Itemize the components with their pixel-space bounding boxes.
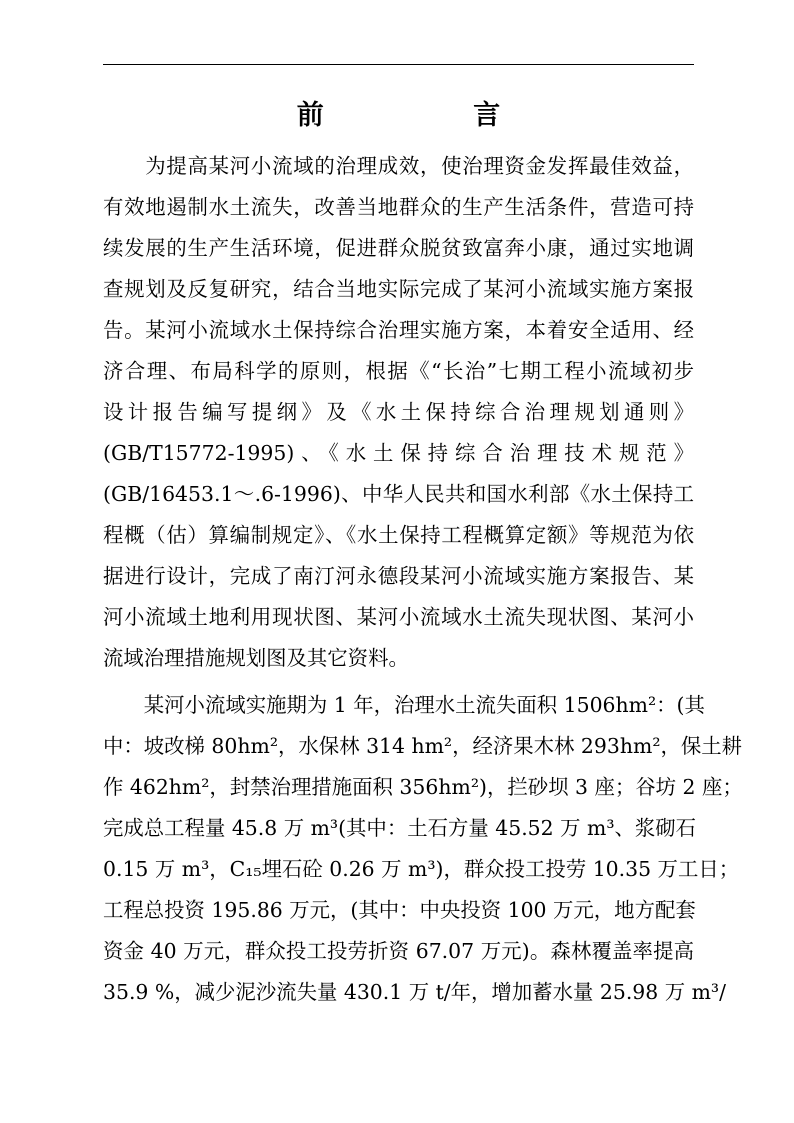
text-line: (GB/16453.1～.6-1996)、中华人民共和国水利部《水土保持工 xyxy=(103,482,694,506)
header-rule xyxy=(103,64,694,65)
body-text xyxy=(103,146,743,1013)
page-title: 前 言 xyxy=(296,100,571,131)
text-line: 中：坡改梯 80hm²，水保林 314 hm²，经济果木林 293hm²，保土耕 xyxy=(103,734,743,758)
text-line: 河小流域土地利用现状图、某河小流域水土流失现状图、某河小 xyxy=(103,605,694,629)
text-line: (GB/T15772-1995)、《水土保持综合治理技术规范》 xyxy=(103,441,694,465)
text-line: 有效地遏制水土流失，改善当地群众的生产生活条件，营造可持 xyxy=(103,195,694,219)
text-line: 续发展的生产生活环境，促进群众脱贫致富奔小康，通过实地调 xyxy=(103,236,694,260)
text-line: 0.15 万 m³，C₁₅埋石砼 0.26 万 m³)，群众投工投劳 10.35 万工日； xyxy=(103,857,740,881)
text-line: 为提高某河小流域的治理成效，使治理资金发挥最佳效益， xyxy=(103,154,694,178)
text-line: 济合理、布局科学的原则，根据《“长治”七期工程小流域初步 xyxy=(103,359,694,383)
text-line: 流域治理措施规划图及其它资料。 xyxy=(103,646,409,670)
text-line: 完成总工程量 45.8 万 m³(其中：土石方量 45.52 万 m³、浆砌石 xyxy=(103,816,697,840)
paragraph-2 xyxy=(103,685,743,1013)
text-line: 程概（估）算编制规定》、《水土保持工程概算定额》等规范为依 xyxy=(103,523,694,547)
text-line: 某河小流域实施期为 1 年，治理水土流失面积 1506hm²：(其 xyxy=(103,693,705,717)
text-line: 35.9 %，减少泥沙流失量 430.1 万 t/年，增加蓄水量 25.98 万 m³/ xyxy=(103,980,726,1004)
text-line: 资金 40 万元，群众投工投劳折资 67.07 万元)。森林覆盖率提高 xyxy=(103,939,694,963)
text-line: 工程总投资 195.86 万元，(其中：中央投资 100 万元，地方配套 xyxy=(103,898,696,922)
text-line: 设计报告编写提纲》及《水土保持综合治理规划通则》 xyxy=(103,400,694,424)
text-line: 据进行设计，完成了南汀河永德段某河小流域实施方案报告、某 xyxy=(103,564,694,588)
text-line: 告。某河小流域水土保持综合治理实施方案，本着安全适用、经 xyxy=(103,318,694,342)
paragraph-1 xyxy=(103,146,694,679)
text-line: 作 462hm²，封禁治理措施面积 356hm²)，拦砂坝 3 座；谷坊 2 座； xyxy=(103,775,743,799)
text-line: 查规划及反复研究，结合当地实际完成了某河小流域实施方案报 xyxy=(103,277,694,301)
